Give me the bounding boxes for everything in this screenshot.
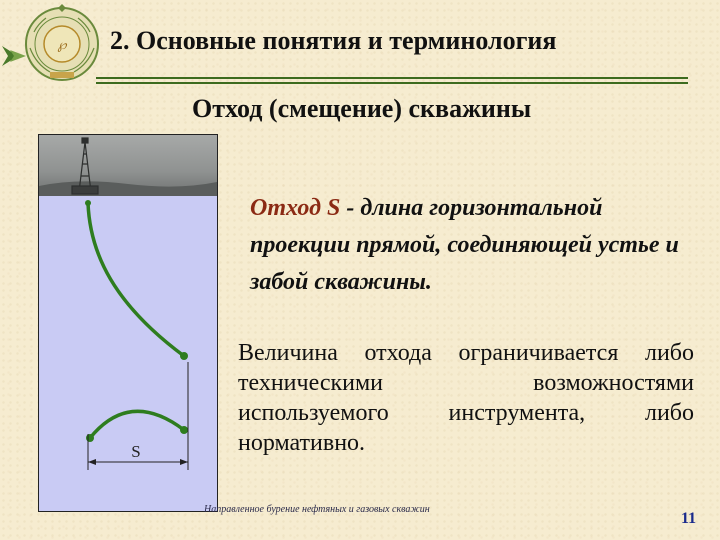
title-divider [96, 76, 688, 86]
page-title: 2. Основные понятия и терминология [110, 26, 557, 55]
slide-subtitle: Отход (смещение) скважины [192, 94, 532, 123]
definition-body: - длина горизонтальной проекции прямой, соединяющей устье и забой скважины. [250, 195, 679, 295]
svg-text:℘: ℘ [57, 37, 67, 52]
offset-label: S [131, 442, 141, 461]
offset-limitation-paragraph: Величина отхода ограничивается либо техническими возможностями используемого инструмента, либо нормативно. [238, 340, 694, 456]
definition-term: Отход S [250, 195, 341, 221]
footer-course-title: Направленное бурение нефтяных и газовых скважин [204, 504, 430, 515]
well-offset-diagram [38, 134, 218, 512]
bullet-arrow-icon [0, 44, 30, 68]
university-emblem-icon [20, 2, 104, 86]
definition-text [250, 190, 700, 301]
page-number: 11 [681, 510, 697, 527]
